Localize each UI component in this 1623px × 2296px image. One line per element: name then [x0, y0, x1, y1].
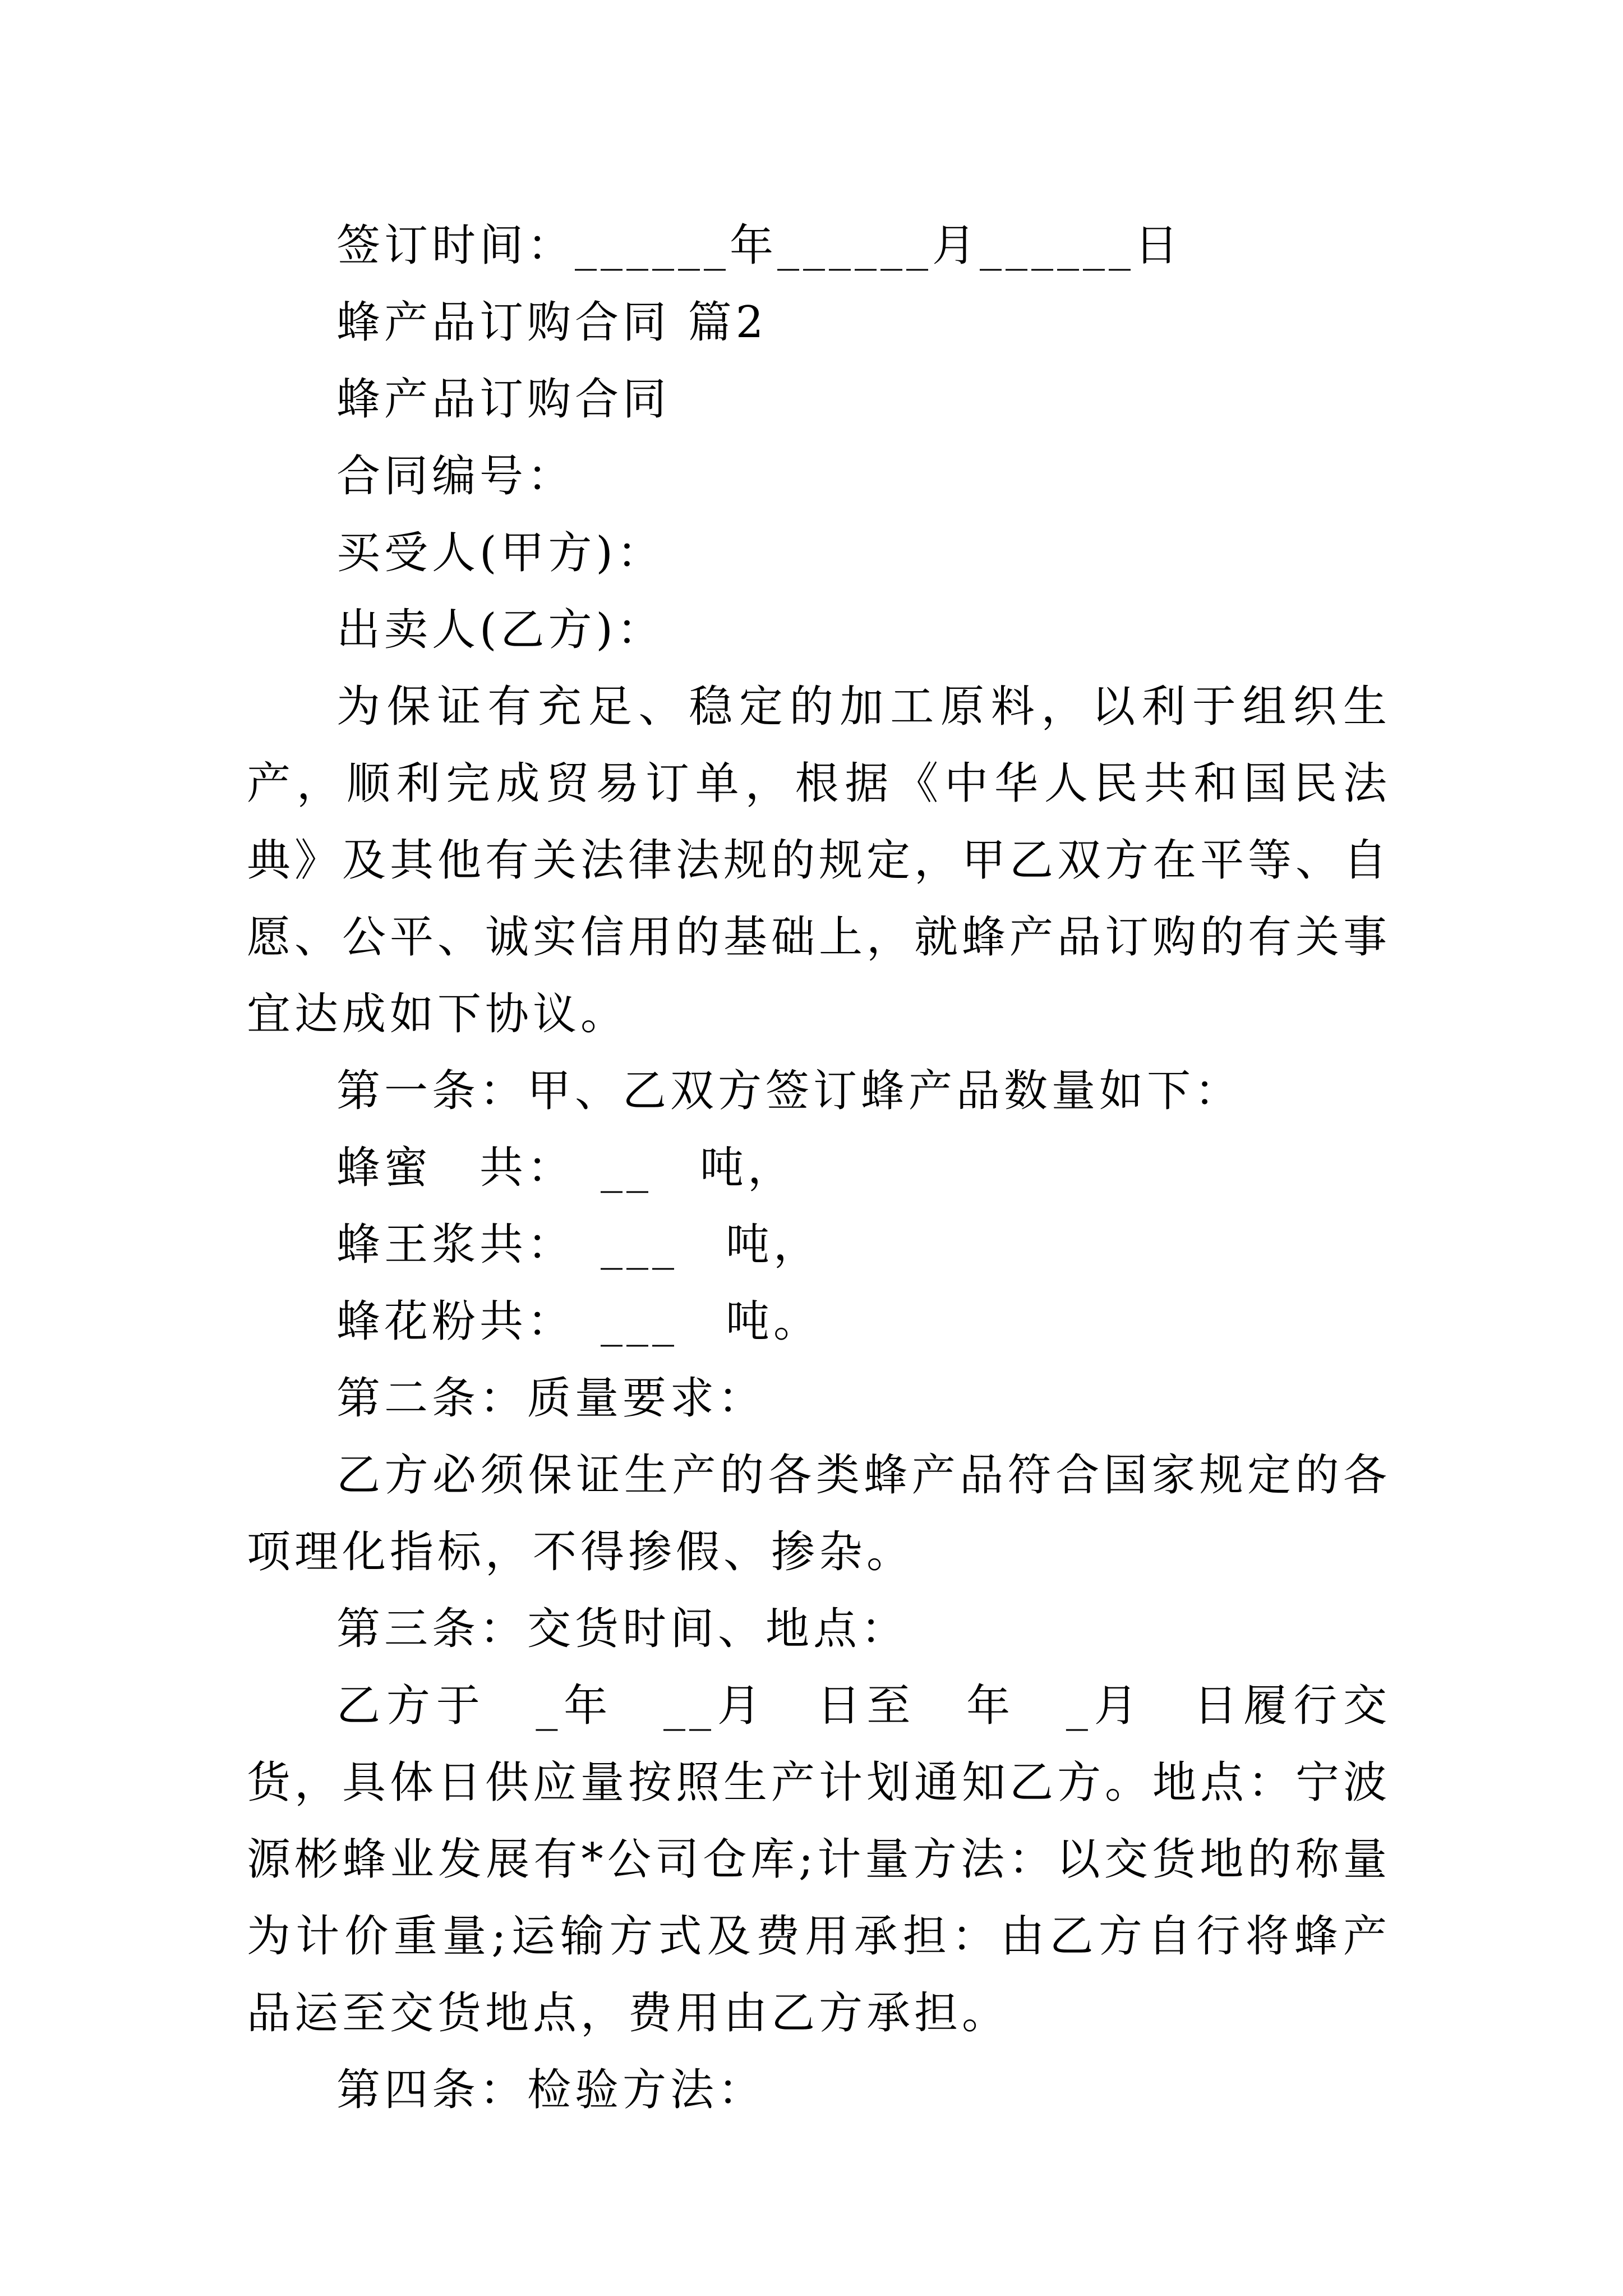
contract-number-line: 合同编号：	[336, 451, 575, 501]
quantity-royal-jelly: 蜂王浆共： ___ 吨，	[336, 1220, 822, 1270]
article-3-title: 第三条：交货时间、地点：	[336, 1604, 909, 1654]
article-4-title: 第四条：检验方法：	[336, 2065, 766, 2115]
section-heading: 蜂产品订购合同 篇2	[336, 297, 768, 348]
document-body	[247, 208, 1391, 2129]
article-2-title: 第二条：质量要求：	[336, 1373, 766, 1424]
contract-title: 蜂产品订购合同	[336, 374, 671, 425]
buyer-line: 买受人(甲方)：	[336, 528, 665, 578]
quantity-honey: 蜂蜜 共： __ 吨，	[336, 1143, 796, 1193]
article-2-paragraph: 乙方必须保证生产的各类蜂产品符合国家规定的各项理化指标，不得掺假、掺杂。	[247, 1450, 1391, 1577]
article-1-title: 第一条：甲、乙双方签订蜂产品数量如下：	[336, 1066, 1243, 1116]
signing-date-line: 签订时间：______年______月______日	[336, 220, 1183, 271]
quantity-bee-pollen: 蜂花粉共： ___ 吨。	[336, 1296, 822, 1347]
seller-line: 出卖人(乙方)：	[336, 605, 665, 655]
intro-paragraph: 为保证有充足、稳定的加工原料，以利于组织生产，顺利完成贸易订单，根据《中华人民共和国民法典》及其他有关法律法规的规定，甲乙双方在平等、自愿、公平、诚实信用的基础上，就蜂产品订购的有关事宜达成如下协议。	[247, 682, 1391, 1039]
article-3-paragraph: 乙方于 _年 __月 日至 年 _月 日履行交货，具体日供应量按照生产计划通知乙方。地点：宁波源彬蜂业发展有*公司仓库;计量方法：以交货地的称量为计价重量;运输方式及费用承担：由乙方自行将蜂产品运至交货地点，费用由乙方承担。	[247, 1681, 1391, 2039]
